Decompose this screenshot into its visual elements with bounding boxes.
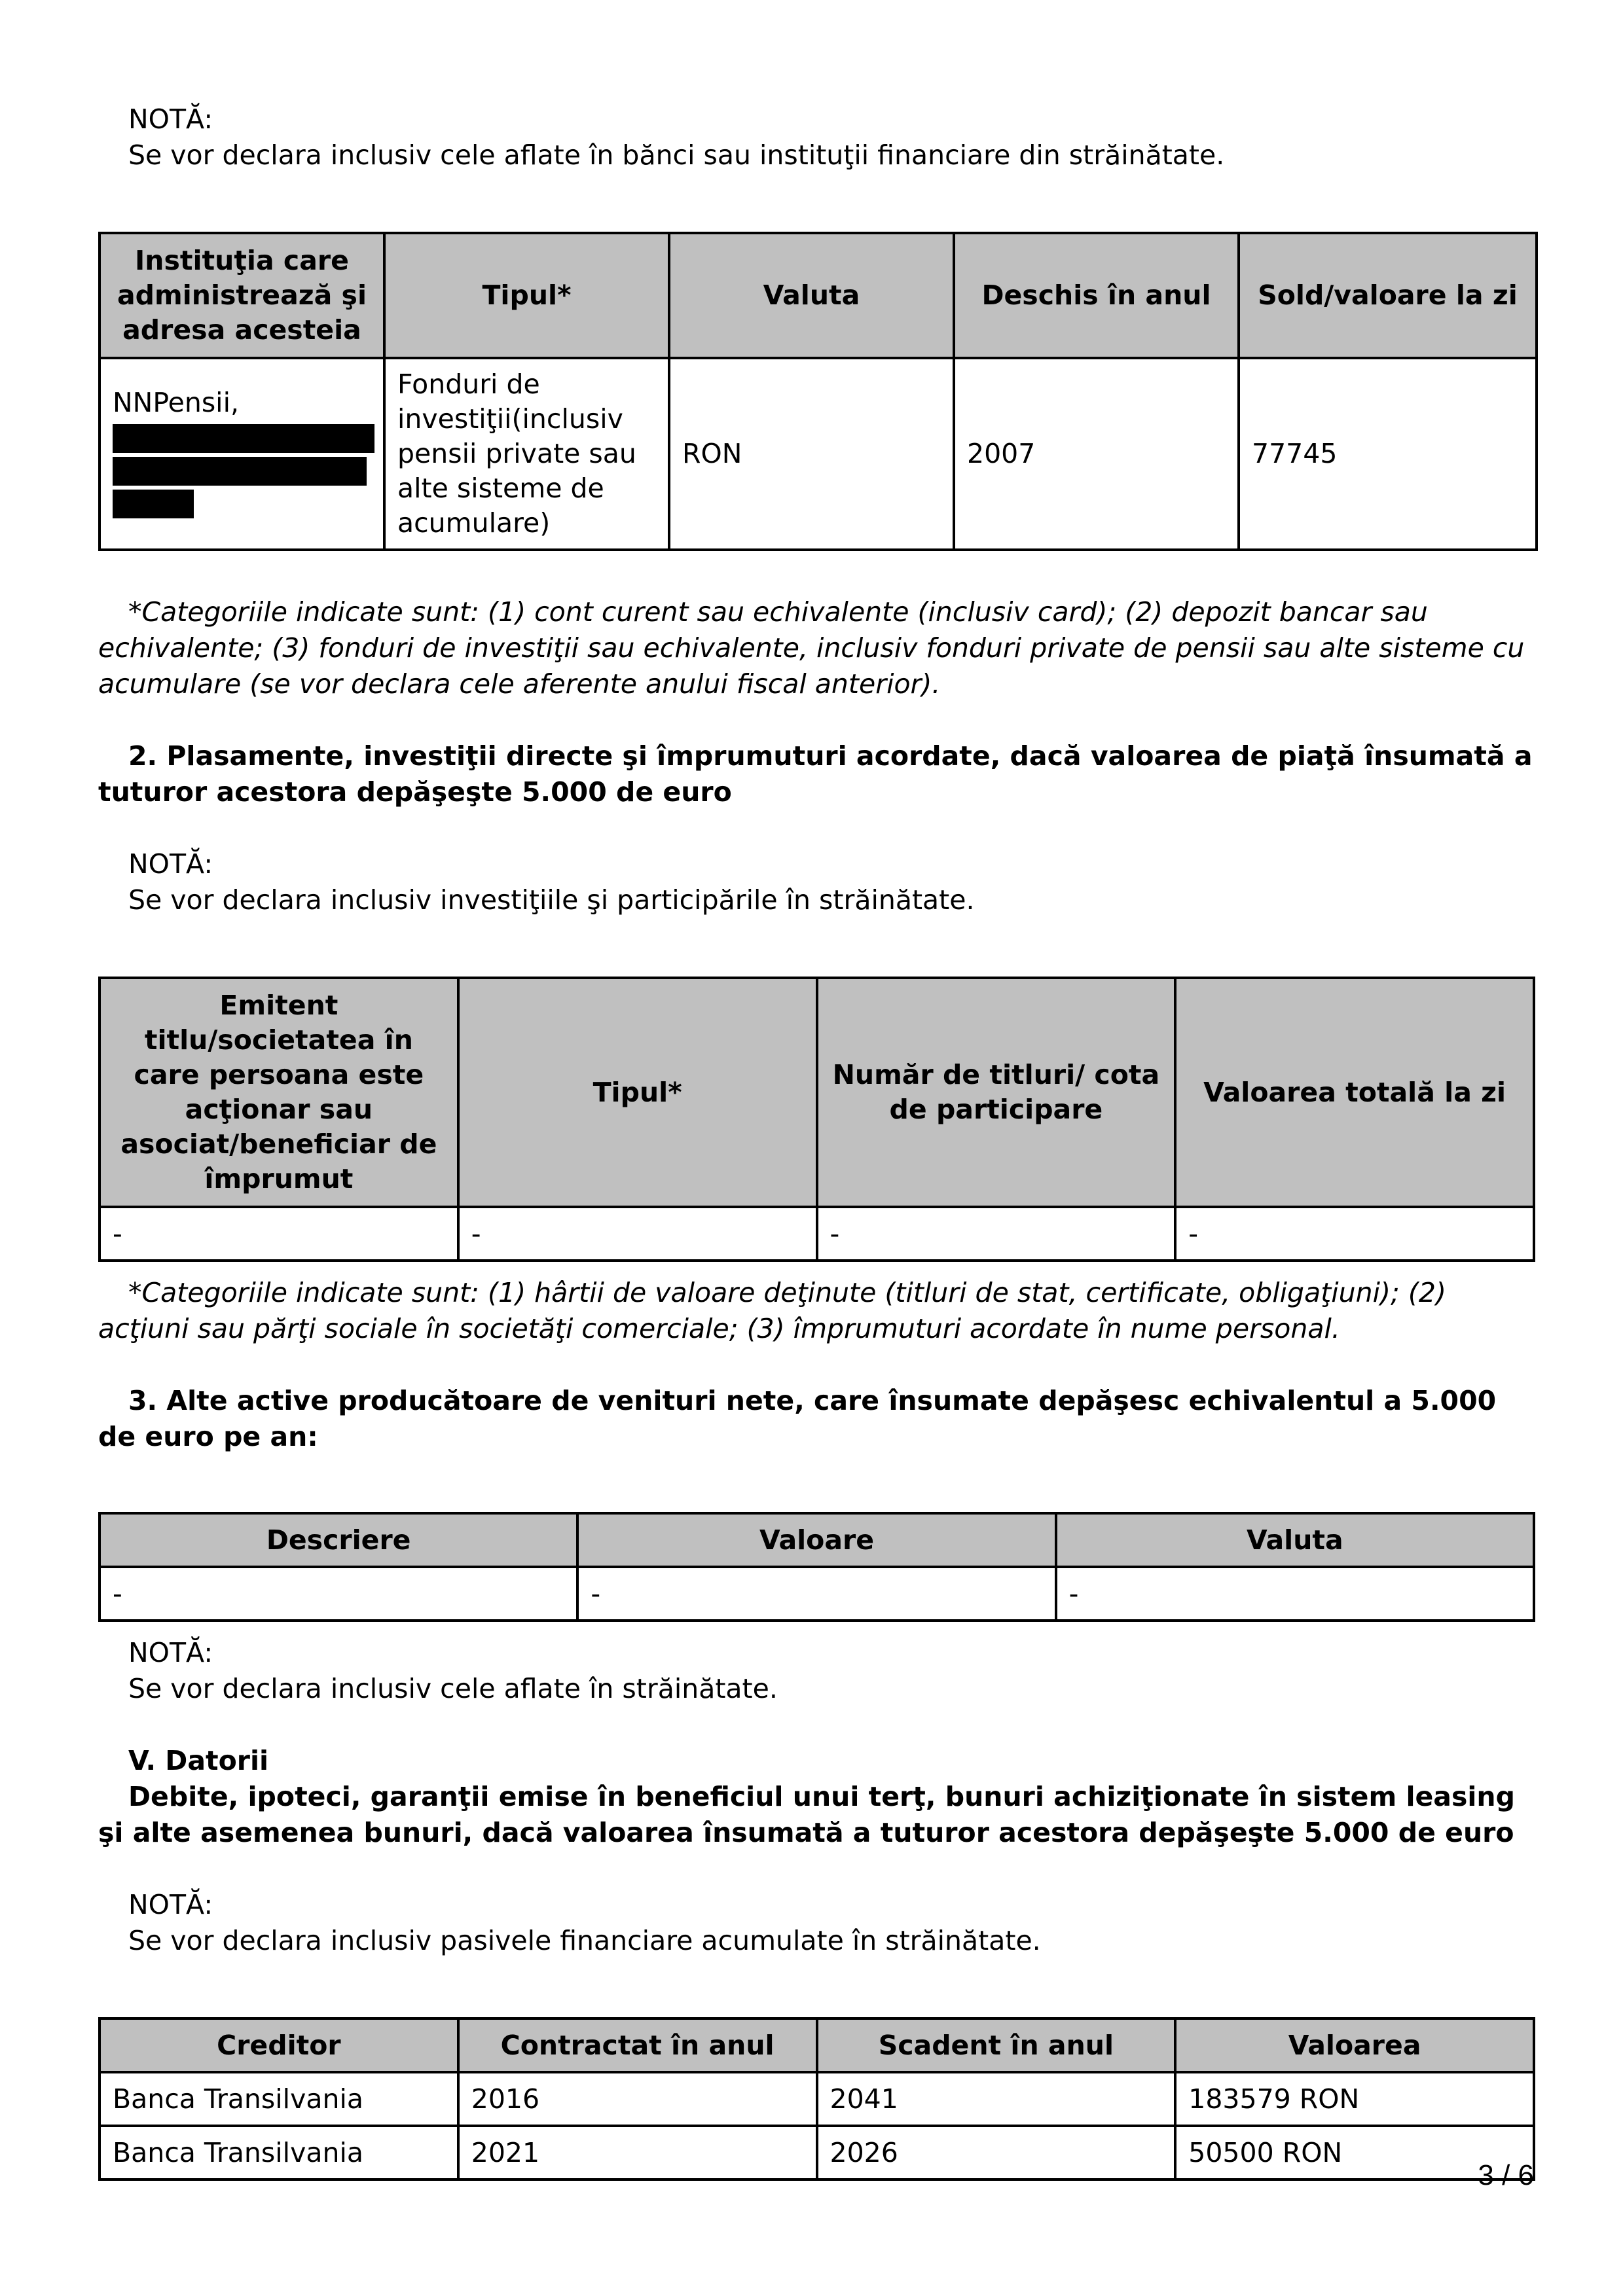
section-5-subheading: Debite, ipoteci, garanţii emise în beneficiul unui terţ, bunuri achiziţionate în sistem leasing şi alte asemenea bunuri, dacă valoarea însumată a tuturor acestora depăşeşte 5.000 de euro [98, 1781, 1515, 1848]
header-opened-year: Deschis în anul [954, 233, 1239, 358]
cell-amount: 183579 RON [1175, 2072, 1534, 2126]
cell-creditor: Banca Transilvania [100, 2126, 458, 2179]
table-row [100, 1567, 1534, 1621]
header-amount: Valoarea [1175, 2018, 1534, 2072]
note-title: NOTĂ: [128, 1889, 213, 1920]
cell-description: - [100, 1567, 577, 1621]
table-row [100, 2126, 1534, 2179]
cell-due-year: 2041 [817, 2072, 1176, 2126]
note-3 [98, 1635, 1535, 1707]
note-title: NOTĂ: [128, 1637, 213, 1668]
header-creditor: Creditor [100, 2018, 458, 2072]
cell-creditor: Banca Transilvania [100, 2072, 458, 2126]
note-text: Se vor declara inclusiv investiţiile şi participările în străinătate. [128, 884, 975, 916]
footnote-1: *Categoriile indicate sunt: (1) cont curent sau echivalente (inclusiv card); (2) depozit bancar sau echivalente; (3) fonduri de investiţii sau echivalente, inclusiv fonduri private de pensii sau alte sisteme cu acumulare (se vor declara cele aferente anului fiscal anterior). [98, 596, 1525, 700]
header-balance: Sold/valoare la zi [1239, 233, 1537, 358]
institution-name: NNPensii, [113, 387, 239, 418]
table-row [100, 2072, 1534, 2126]
redaction-bar [113, 424, 374, 453]
note-4 [98, 1887, 1535, 1959]
cell-year: 2007 [954, 358, 1239, 550]
note-title: NOTĂ: [128, 103, 213, 135]
section-3-heading: 3. Alte active producătoare de venituri nete, care însumate depăşesc echivalentul a 5.000 de euro pe an: [98, 1385, 1497, 1452]
bank-accounts-table [98, 232, 1538, 551]
cell-balance: 77745 [1239, 358, 1537, 550]
cell-currency: - [1056, 1567, 1534, 1621]
cell-due-year: 2026 [817, 2126, 1176, 2179]
cell-amount: 50500 RON [1175, 2126, 1534, 2179]
section-2-heading: 2. Plasamente, investiţii directe şi împrumuturi acordate, dacă valoarea de piaţă însumată a tuturor acestora depăşeşte 5.000 de euro [98, 740, 1533, 808]
header-value: Valoare [577, 1513, 1055, 1567]
note-1 [98, 101, 1535, 173]
section-5-heading: V. Datorii [128, 1745, 269, 1776]
cell-type: - [458, 1207, 817, 1261]
cell-shares: - [817, 1207, 1176, 1261]
cell-contracted-year: 2021 [458, 2126, 817, 2179]
header-issuer: Emitent titlu/societatea în care persoana este acţionar sau asociat/beneficiar de împrumut [100, 978, 458, 1207]
cell-institution [100, 358, 384, 550]
header-institution: Instituţia care administrează şi adresa acesteia [100, 233, 384, 358]
header-description: Descriere [100, 1513, 577, 1567]
investments-table [98, 977, 1535, 1262]
header-currency: Valuta [1056, 1513, 1534, 1567]
table-row [100, 358, 1537, 550]
redaction-bar [113, 457, 367, 486]
cell-contracted-year: 2016 [458, 2072, 817, 2126]
redaction-bar [113, 490, 194, 518]
other-assets-table [98, 1512, 1535, 1622]
page-number: 3 / 6 [1478, 2159, 1534, 2191]
header-total-value: Valoarea totală la zi [1175, 978, 1534, 1207]
header-type: Tipul* [384, 233, 669, 358]
header-shares: Număr de titluri/ cota de participare [817, 978, 1176, 1207]
header-contracted-year: Contractat în anul [458, 2018, 817, 2072]
note-text: Se vor declara inclusiv pasivele financiare acumulate în străinătate. [128, 1925, 1041, 1956]
header-due-year: Scadent în anul [817, 2018, 1176, 2072]
header-currency: Valuta [669, 233, 954, 358]
footnote-2: *Categoriile indicate sunt: (1) hârtii de valoare deţinute (titluri de stat, certificate, obligaţiuni); (2) acţiuni sau părţi sociale în societăţi comerciale; (3) împrumuturi acordate în nume personal. [98, 1277, 1446, 1344]
cell-currency: RON [669, 358, 954, 550]
cell-value: - [577, 1567, 1055, 1621]
cell-total-value: - [1175, 1207, 1534, 1261]
cell-type: Fonduri de investiţii(inclusiv pensii private sau alte sisteme de acumulare) [384, 358, 669, 550]
note-2 [98, 846, 1535, 918]
table-row [100, 1207, 1534, 1261]
note-text: Se vor declara inclusiv cele aflate în străinătate. [128, 1673, 778, 1704]
note-text: Se vor declara inclusiv cele aflate în bănci sau instituţii financiare din străinătate. [128, 139, 1225, 171]
header-type: Tipul* [458, 978, 817, 1207]
debts-table [98, 2017, 1535, 2181]
document-page [98, 101, 1535, 2181]
cell-issuer: - [100, 1207, 458, 1261]
note-title: NOTĂ: [128, 848, 213, 880]
